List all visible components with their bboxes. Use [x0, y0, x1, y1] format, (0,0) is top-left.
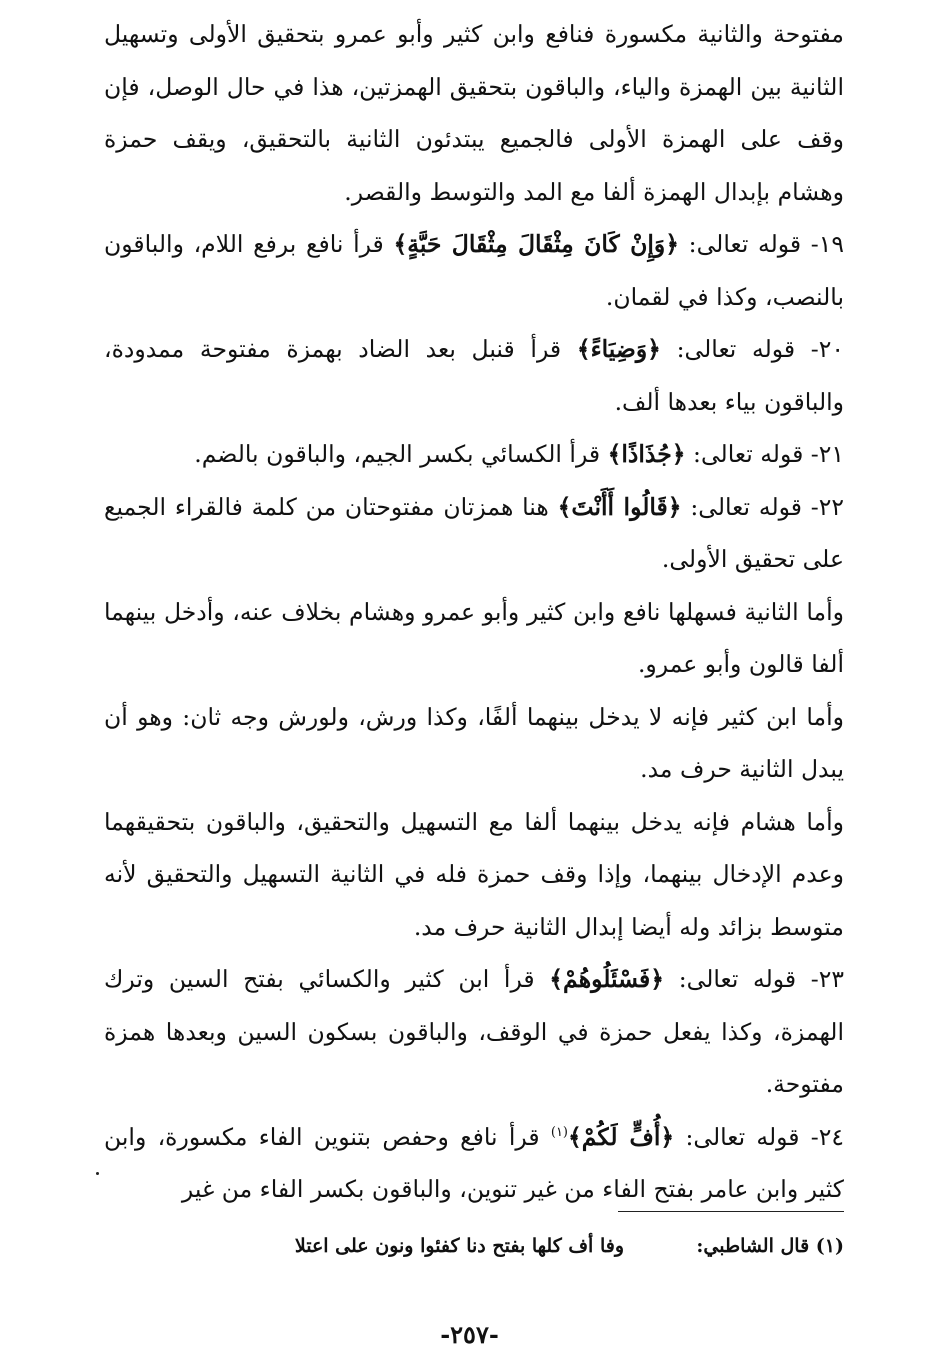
paragraph-ibn-kathir: وأما ابن كثير فإنه لا يدخل بينهما ألفًا، وكذا ورش، ولورش وجه ثان: وهو أن يبدل الثانية حرف مد.: [104, 702, 844, 783]
item-23: [104, 953, 844, 1111]
item-22-prefix: ٢٢- قوله تعالى:: [681, 492, 844, 521]
item-20-prefix: ٢٠- قوله تعالى:: [660, 335, 844, 363]
item-19: [104, 218, 844, 323]
body-text: [104, 8, 844, 1216]
item-19-text: قرأ نافع برفع اللام، والباقون بالنصب، وكذا في لقمان.: [104, 230, 844, 311]
item-21-quote: ﴿جُذَاذًا﴾: [607, 440, 686, 468]
ink-dot: [96, 1172, 99, 1175]
item-24-prefix: ٢٤- قوله تعالى:: [674, 1122, 844, 1151]
item-20-quote: ﴿وَضِيَاءً﴾: [576, 335, 661, 363]
item-24: [104, 1111, 844, 1216]
item-19-quote: ﴿وَإِنْ كَانَ مِثْقَالَ مِثْقَالَ حَبَّةٍ﴾: [393, 230, 680, 258]
item-24-quote: ﴿أُفٍّ لَكُمْ﴾: [568, 1122, 675, 1151]
item-22-quote: ﴿قَالُوا أَأَنْتَ﴾: [557, 492, 682, 521]
page-number: -٢٥٧-: [440, 1320, 499, 1349]
paragraph-hisham: وأما هشام فإنه يدخل بينهما ألفا مع التسهيل والتحقيق، والباقون بتحقيقهما وعدم الإدخال بينهما، وإذا وقف حمزة فله في الثانية التسهيل والتحقيق لأنه متوسط بزائد وله أيضا إبدال الثانية حرف مد.: [104, 807, 844, 941]
item-21-text: قرأ الكسائي بكسر الجيم، والباقون بالضم.: [194, 440, 608, 468]
footnote-verse: وفا أف كلها بفتح دنا كفئوا ونون على اعتلا: [294, 1235, 624, 1257]
item-19-prefix: ١٩- قوله تعالى:: [679, 230, 844, 258]
paragraph-intro: مفتوحة والثانية مكسورة فنافع وابن كثير وأبو عمرو بتحقيق الأولى وتسهيل الثانية بين الهمزة والياء، والباقون بتحقيق الهمزتين، هذا في حال الوصل، فإن وقف على الهمزة الأولى فالجميع يبتدئون الثانية بالتحقيق، ويقف حمزة وهشام بإبدال الهمزة ألفا مع المد والتوسط والقصر.: [104, 20, 844, 206]
item-22-text: هنا همزتان مفتوحتان من كلمة فالقراء الجميع على تحقيق الأولى.: [104, 492, 844, 573]
footnote-divider: [618, 1211, 844, 1212]
footnote: [270, 1229, 844, 1263]
item-20: [104, 323, 844, 428]
footnote-reference[interactable]: (١): [550, 1124, 568, 1140]
item-23-prefix: ٢٣- قوله تعالى:: [664, 965, 844, 993]
item-23-quote: ﴿فَسْئَلُوهُمْ﴾: [549, 965, 665, 993]
item-21: [104, 428, 844, 481]
item-23-text: قرأ ابن كثير والكسائي بفتح السين وترك الهمزة، وكذا يفعل حمزة في الوقف، والباقون بسكون السين وبعدها همزة مفتوحة.: [104, 965, 844, 1098]
item-21-prefix: ٢١- قوله تعالى:: [685, 440, 844, 468]
paragraph-second-hamza: وأما الثانية فسهلها نافع وابن كثير وأبو عمرو وهشام بخلاف عنه، وأدخل بينهما ألفا قالون وأبو عمرو.: [104, 597, 844, 678]
item-20-text: قرأ قنبل بعد الضاد بهمزة مفتوحة ممدودة، والباقون بياء بعدها ألف.: [104, 335, 844, 416]
item-22: [104, 481, 844, 586]
footnote-label: (١) قال الشاطبي:: [696, 1235, 844, 1257]
item-24-text: قرأ نافع وحفص بتنوين الفاء مكسورة، وابن كثير وابن عامر بفتح الفاء من غير تنوين، والباقون بكسر الفاء من غير: [104, 1122, 844, 1203]
